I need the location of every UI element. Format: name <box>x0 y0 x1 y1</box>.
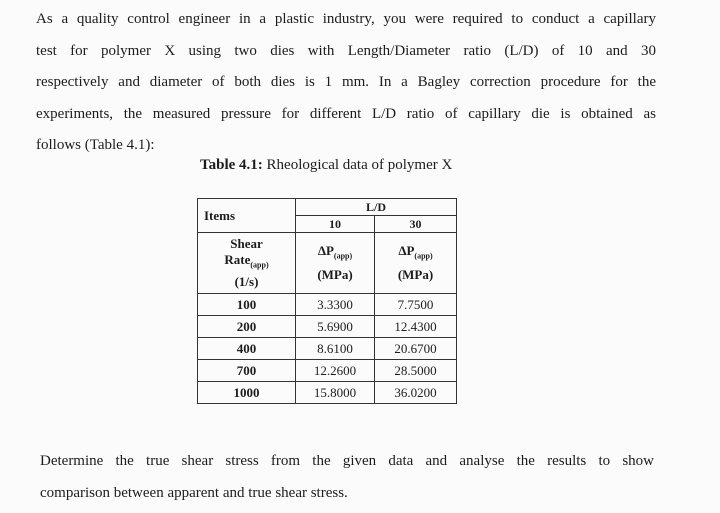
intro-line: follows (Table 4.1): <box>36 137 155 153</box>
dp-ld10-cell: 8.6100 <box>296 338 375 360</box>
shear-rate-line1: Shear <box>230 236 263 252</box>
ld-30-header: 30 <box>375 216 457 233</box>
shear-rate-cell: 200 <box>198 316 296 338</box>
dp-sub: (app) <box>333 251 353 261</box>
dp-sub: (app) <box>414 251 433 261</box>
dp-ld30-cell: 7.7500 <box>375 294 457 316</box>
shear-rate-unit: (1/s) <box>234 273 259 289</box>
intro-paragraph <box>36 4 656 162</box>
table-row <box>198 316 457 338</box>
table-caption <box>200 157 452 174</box>
intro-line: experiments, the measured pressure for different L/D ratio of capillary die is obtained as <box>36 105 656 122</box>
dp-symbol: ΔP <box>398 243 415 259</box>
dp-ld30-cell: 36.0200 <box>375 382 457 404</box>
table-caption-label: Table 4.1: <box>200 157 263 173</box>
question-paragraph <box>40 445 654 509</box>
shear-rate-cell: 700 <box>198 360 296 382</box>
dp-header-10 <box>296 233 375 294</box>
shear-rate-sub: (app) <box>250 260 269 270</box>
table-row <box>198 338 457 360</box>
intro-line: respectively and diameter of both dies is 1 mm. In a Bagley correction procedure for the <box>36 74 656 90</box>
items-header: Items <box>198 199 296 233</box>
shear-rate-header <box>198 233 296 294</box>
ld-10-header: 10 <box>296 216 375 233</box>
dp-ld30-cell: 20.6700 <box>375 338 457 360</box>
intro-line: As a quality control engineer in a plastic industry, you were required to conduct a capillary <box>36 11 656 27</box>
dp-ld10-cell: 12.2600 <box>296 360 375 382</box>
dp-unit: (MPa) <box>317 266 353 282</box>
table-row <box>198 294 457 316</box>
dp-ld30-cell: 28.5000 <box>375 360 457 382</box>
dp-ld10-cell: 5.6900 <box>296 316 375 338</box>
shear-rate-cell: 100 <box>198 294 296 316</box>
table-caption-text: Rheological data of polymer X <box>262 157 453 173</box>
question-line: Determine the true shear stress from the given data and analyse the results to show <box>40 453 654 469</box>
dp-unit: (MPa) <box>397 266 434 282</box>
rheological-data-table <box>197 198 457 404</box>
dp-ld30-cell: 12.4300 <box>375 316 457 338</box>
dp-ld10-cell: 15.8000 <box>296 382 375 404</box>
shear-rate-line2: Rate <box>224 252 251 268</box>
dp-ld10-cell: 3.3300 <box>296 294 375 316</box>
table-row <box>198 360 457 382</box>
dp-symbol: ΔP <box>317 243 334 259</box>
ld-header: L/D <box>296 199 457 216</box>
shear-rate-cell: 400 <box>198 338 296 360</box>
shear-rate-cell: 1000 <box>198 382 296 404</box>
question-line: comparison between apparent and true shear stress. <box>40 485 348 501</box>
dp-header-30 <box>375 233 457 294</box>
intro-line: test for polymer X using two dies with Length/Diameter ratio (L/D) of 10 and 30 <box>36 42 656 59</box>
table-row <box>198 382 457 404</box>
